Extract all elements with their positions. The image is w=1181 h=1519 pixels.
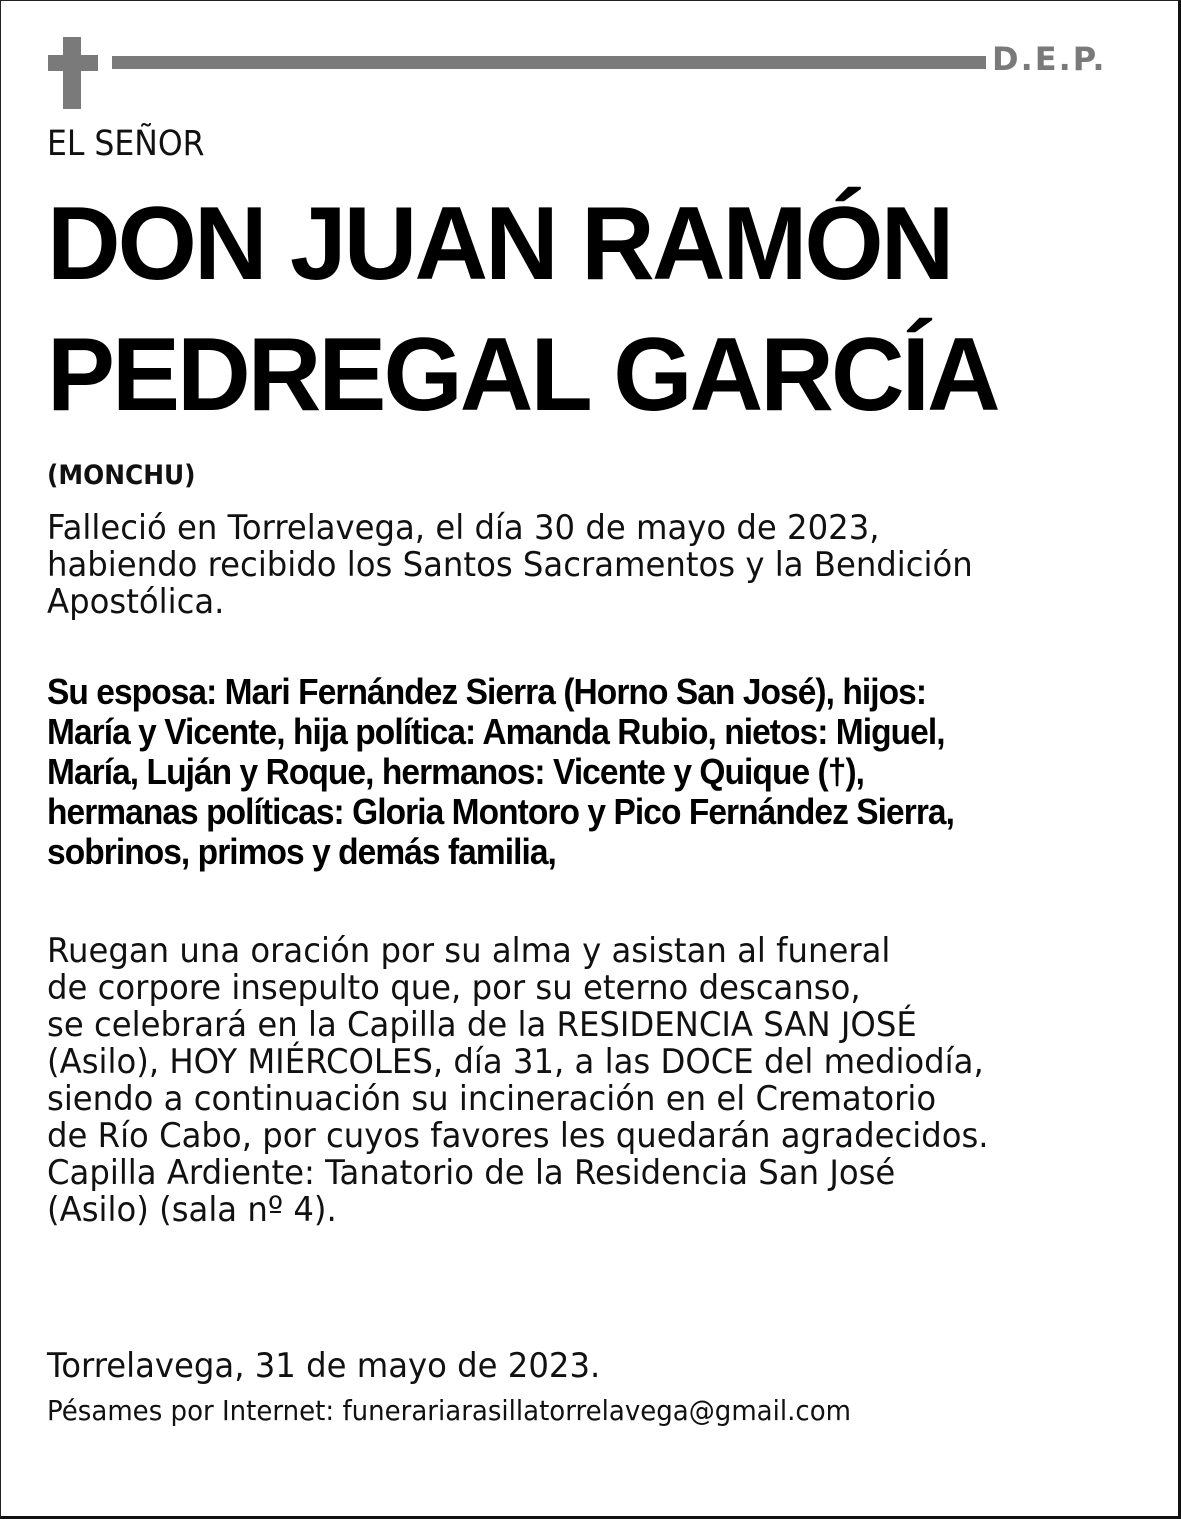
family-line: María y Vicente, hija política: Amanda Rubio, nietos: Miguel, <box>47 711 945 752</box>
funeral-line: se celebrará en la Capilla de la RESIDENCIA SAN JOSÉ <box>47 1005 917 1045</box>
cross-horizontal-bar <box>48 55 98 71</box>
cross-vertical-bar <box>63 37 81 109</box>
deceased-name-line-2: PEDREGAL GARCÍA <box>47 317 998 433</box>
condolences-email: Pésames por Internet: funerariarasillatorrelavega@gmail.com <box>47 1394 851 1427</box>
funeral-line: de corpore insepulto que, por su eterno descanso, <box>47 968 861 1008</box>
header-rule <box>112 56 986 69</box>
funeral-notice <box>47 933 989 1229</box>
place-date: Torrelavega, 31 de mayo de 2023. <box>47 1346 601 1386</box>
funeral-line: (Asilo) (sala nº 4). <box>47 1190 337 1230</box>
deceased-name-line-1: DON JUAN RAMÓN <box>47 186 952 302</box>
nickname: (MONCHU) <box>47 460 196 491</box>
family-line: Su esposa: Mari Fernández Sierra (Horno San José), hijos: <box>47 671 927 712</box>
title-label: EL SEÑOR <box>47 124 205 164</box>
funeral-line: (Asilo), HOY MIÉRCOLES, día 31, a las DOCE del mediodía, <box>47 1042 984 1082</box>
family-line: María, Luján y Roque, hermanos: Vicente y Quique (†), <box>47 751 865 792</box>
family-line: hermanas políticas: Gloria Montoro y Pico Fernández Sierra, <box>47 791 954 832</box>
death-line: Apostólica. <box>47 582 225 622</box>
death-line: habiendo recibido los Santos Sacramentos y la Bendición <box>47 545 973 585</box>
funeral-line: Ruegan una oración por su alma y asistan al funeral <box>47 931 891 971</box>
funeral-line: siendo a continuación su incineración en el Crematorio <box>47 1079 937 1119</box>
funeral-line: Capilla Ardiente: Tanatorio de la Residencia San José <box>47 1153 896 1193</box>
funeral-line: de Río Cabo, por cuyos favores les quedarán agradecidos. <box>47 1116 989 1156</box>
dep-label: D.E.P. <box>992 40 1107 78</box>
family-line: sobrinos, primos y demás familia, <box>47 831 556 872</box>
family-list <box>47 672 954 872</box>
death-line: Falleció en Torrelavega, el día 30 de mayo de 2023, <box>47 508 880 548</box>
death-notice <box>47 510 973 621</box>
